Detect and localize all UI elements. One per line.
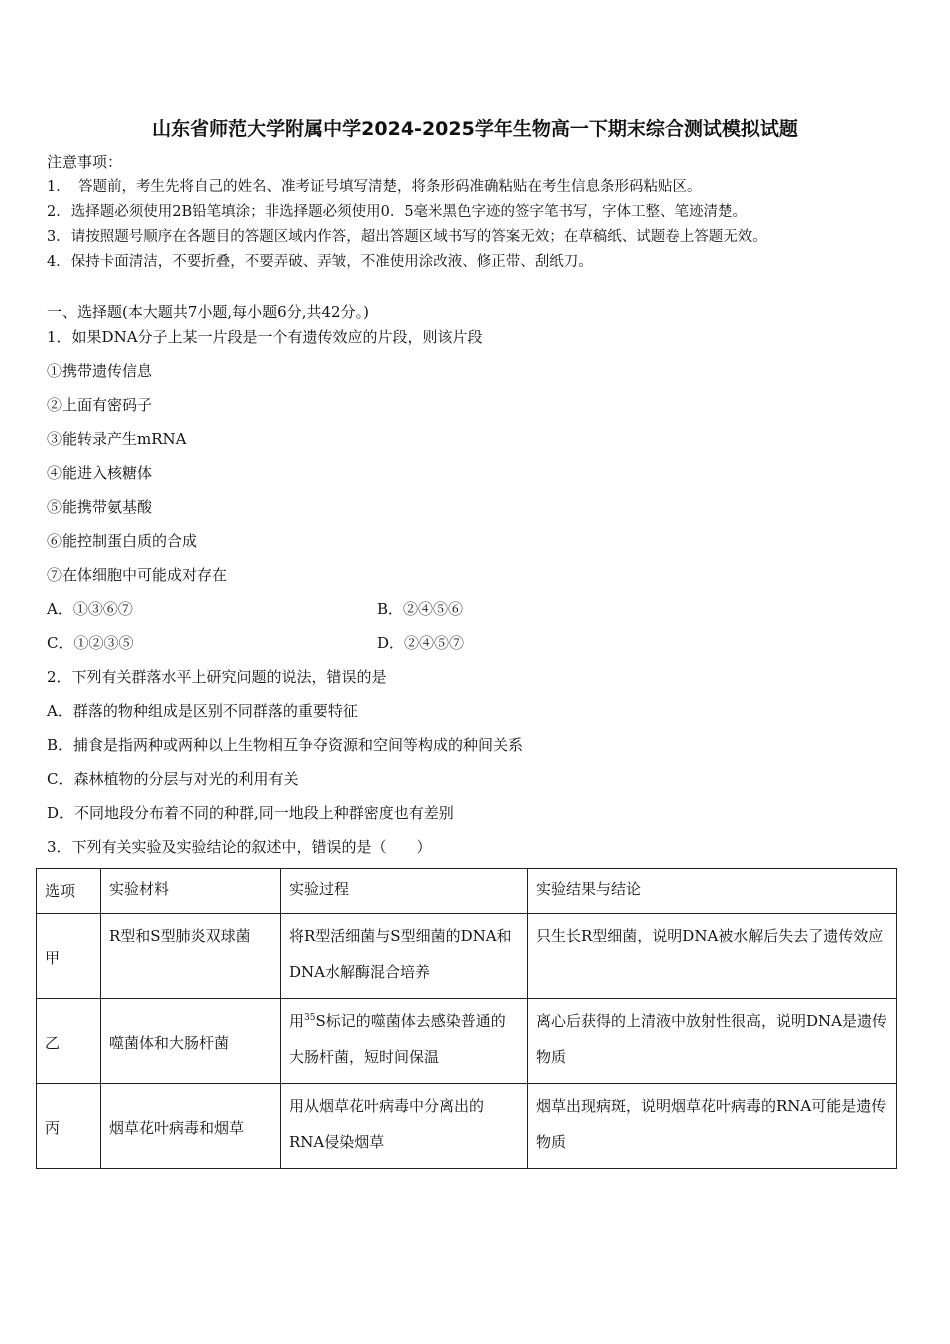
question-1-stem: 1．如果DNA分子上某一片段是一个有遗传效应的片段，则该片段 [47, 328, 483, 346]
q1-option-a: A．①③⑥⑦ [47, 600, 133, 618]
cell-option: 乙 [37, 999, 101, 1084]
q1-statement: ⑤能携带氨基酸 [47, 498, 153, 516]
q1-statement: ⑥能控制蛋白质的合成 [47, 532, 198, 550]
header-material: 实验材料 [101, 869, 281, 914]
cell-process: 将R型活细菌与S型细菌的DNA和DNA水解酶混合培养 [281, 914, 528, 999]
cell-option: 丙 [37, 1084, 101, 1169]
q1-option-c: C．①②③⑤ [47, 634, 134, 652]
q2-option-b: B．捕食是指两种或两种以上生物相互争夺资源和空间等构成的种间关系 [47, 736, 524, 754]
q2-option-c: C．森林植物的分层与对光的利用有关 [47, 770, 299, 788]
q1-option-b: B．②④⑤⑥ [377, 600, 464, 618]
q2-option-a: A．群落的物种组成是区别不同群落的重要特征 [47, 702, 358, 720]
cell-material: 噬菌体和大肠杆菌 [101, 999, 281, 1084]
experiment-table [36, 868, 897, 1169]
notes-heading: 注意事项： [47, 153, 123, 171]
table-row [37, 1084, 897, 1169]
note-item: 4．保持卡面清洁，不要折叠，不要弄破、弄皱，不准使用涂改液、修正带、刮纸刀。 [47, 254, 593, 270]
cell-option: 甲 [37, 914, 101, 999]
process-prefix: 用 [289, 1012, 305, 1030]
exam-title: 山东省师范大学附属中学2024-2025学年生物高一下期末综合测试模拟试题 [152, 118, 798, 140]
process-rest: S标记的噬菌体去感染普通的大肠杆菌，短时间保温 [289, 1012, 506, 1066]
header-option: 选项 [37, 869, 101, 914]
header-result: 实验结果与结论 [528, 869, 897, 914]
cell-material: 烟草花叶病毒和烟草 [101, 1084, 281, 1169]
table-row [37, 914, 897, 999]
table-row [37, 999, 897, 1084]
question-2-stem: 2．下列有关群落水平上研究问题的说法，错误的是 [47, 668, 387, 686]
section-heading: 一、选择题(本大题共7小题,每小题6分,共42分。) [47, 303, 369, 321]
note-item: 3．请按照题号顺序在各题目的答题区域内作答，超出答题区域书写的答案无效；在草稿纸、试题卷上答题无效。 [47, 229, 767, 245]
q1-statement: ③能转录产生mRNA [47, 430, 187, 448]
q1-statement: ②上面有密码子 [47, 396, 153, 414]
cell-result: 烟草出现病斑，说明烟草花叶病毒的RNA可能是遗传物质 [528, 1084, 897, 1169]
q1-statement: ④能进入核糖体 [47, 464, 153, 482]
cell-process [281, 999, 528, 1084]
q1-statement: ①携带遗传信息 [47, 362, 153, 380]
q2-option-d: D．不同地段分布着不同的种群,同一地段上种群密度也有差别 [47, 804, 454, 822]
q1-statement: ⑦在体细胞中可能成对存在 [47, 566, 228, 584]
table-header-row [37, 869, 897, 914]
note-item: 1． 答题前，考生先将自己的姓名、准考证号填写清楚，将条形码准确粘贴在考生信息条形码粘贴区。 [47, 179, 702, 195]
cell-result: 离心后获得的上清液中放射性很高，说明DNA是遗传物质 [528, 999, 897, 1084]
isotope-superscript: 35 [304, 1013, 316, 1023]
cell-material: R型和S型肺炎双球菌 [101, 914, 281, 999]
cell-result: 只生长R型细菌，说明DNA被水解后失去了遗传效应 [528, 914, 897, 999]
header-process: 实验过程 [281, 869, 528, 914]
question-3-stem: 3．下列有关实验及实验结论的叙述中，错误的是（ ） [47, 838, 432, 856]
q1-option-d: D．②④⑤⑦ [377, 634, 465, 652]
cell-process: 用从烟草花叶病毒中分离出的RNA侵染烟草 [281, 1084, 528, 1169]
note-item: 2．选择题必须使用2B铅笔填涂；非选择题必须使用0．5毫米黑色字迹的签字笔书写，字体工整、笔迹清楚。 [47, 204, 748, 220]
